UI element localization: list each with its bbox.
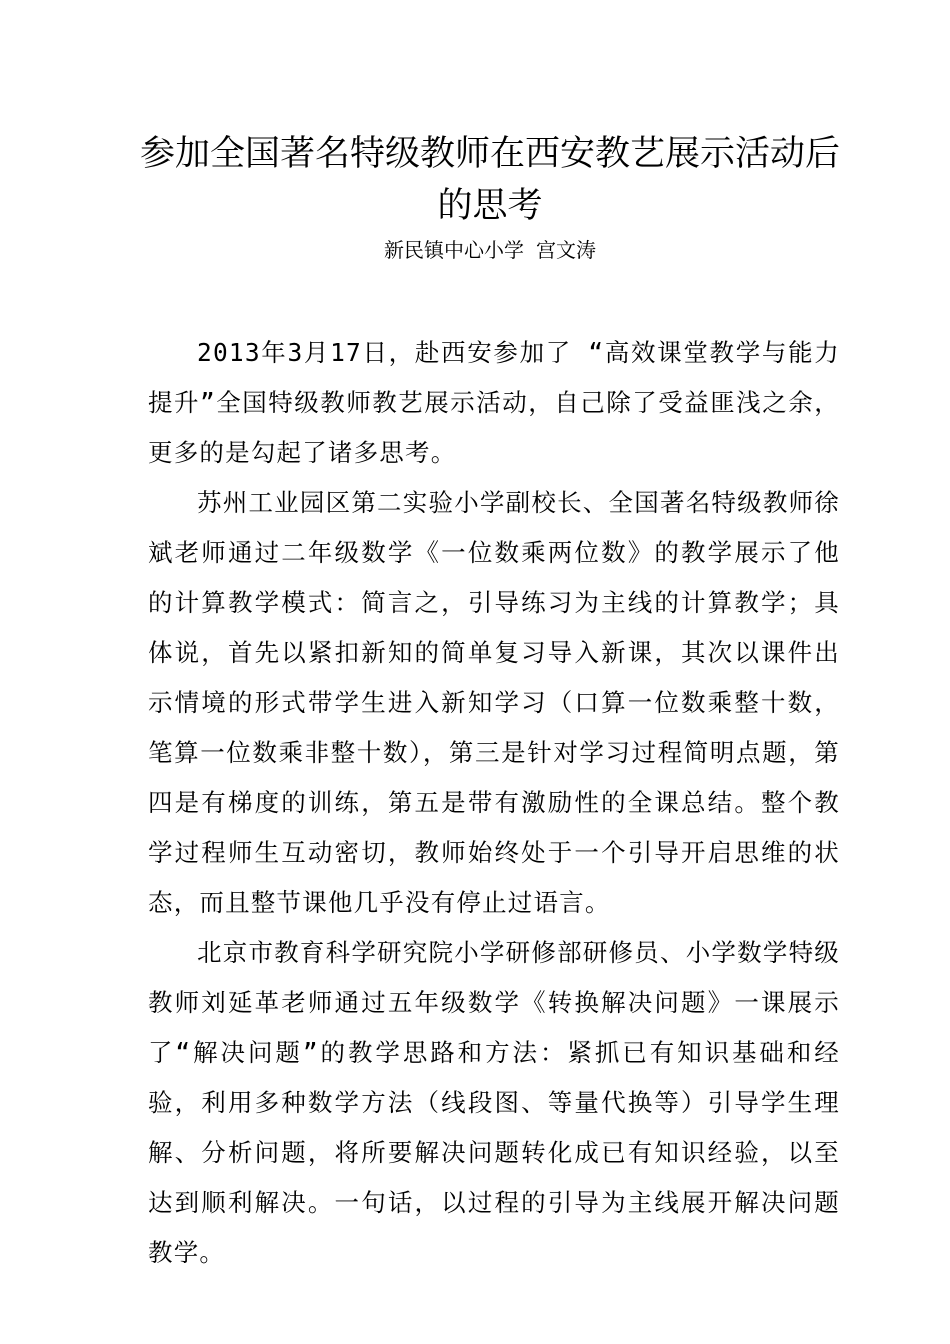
paragraph-1: 2013年3月17日，赴西安参加了 “高效课堂教学与能力提升”全国特级教师教艺展示活动，自己除了受益匪浅之余，更多的是勾起了诸多思考。 [148, 338, 840, 467]
author-line: 新民镇中心小学 宫文涛 [383, 238, 597, 262]
paragraph-3: 北京市教育科学研究院小学研修部研修员、小学数学特级教师刘延革老师通过五年级数学《转换解决问题》一课展示了“解决问题”的教学思路和方法：紧抓已有知识基础和经验，利用多种数学方法（线段图、等量代换等）引导学生理解、分析问题，将所要解决问题转化成已有知识经验，以至达到顺利解决。一句话，以过程的引导为主线展开解决问题教学。 [148, 938, 840, 1267]
document-title: 参加全国著名特级教师在西安教艺展示活动后的思考 [140, 134, 841, 226]
paragraph-2: 苏州工业园区第二实验小学副校长、全国著名特级教师徐斌老师通过二年级数学《一位数乘两位数》的教学展示了他的计算教学模式：简言之，引导练习为主线的计算教学；具体说，首先以紧扣新知的简单复习导入新课，其次以课件出示情境的形式带学生进入新知学习（口算一位数乘整十数，笔算一位数乘非整十数），第三是针对学习过程简明点题，第四是有梯度的训练，第五是带有激励性的全课总结。整个教学过程师生互动密切，教师始终处于一个引导开启思维的状态，而且整节课他几乎没有停止过语言。 [148, 488, 840, 917]
document-body [148, 328, 840, 1278]
